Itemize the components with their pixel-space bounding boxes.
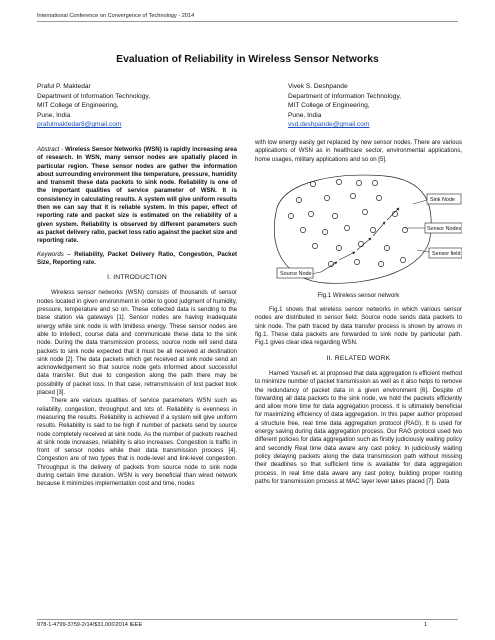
author-email-link[interactable]: prafulmaktedar8@gmail.com: [37, 121, 122, 129]
sink-node-label: Sink Node: [430, 196, 455, 203]
intro-paragraph-2: There are various qualities of service parameters WSN such as reliability, congestion, throughput and lots of. Reliability is evenness in measuring the results. Reliability is achieved if a system will give uniform results. Reliability is said to be high if number of packets send by source node completely received at sink node. As the number of packets reached at sink node increases, reliability is also increases. Congestion is traffic in front of sensor nodes while their data transmission process [4]. Congestion are of two types that is node-level and link-level congestion. Throughput is the delivery of packets from source node to sink node during certain time duration. WSN is very beneficial than wired network because it minimizes implementation cost and time, nodes: [37, 397, 237, 488]
wsn-diagram: [255, 168, 462, 288]
section-heading-related-work: II. RELATED WORK: [326, 354, 391, 362]
abstract-label: Abstract -: [37, 146, 64, 153]
sensor-node: [376, 195, 381, 200]
author-dept: Department of Information Technology,: [37, 92, 151, 100]
section-heading-introduction: I. INTRODUCTION: [107, 274, 167, 282]
author-name: Praful P. Maktedar: [37, 83, 91, 90]
sensor-node: [288, 213, 293, 218]
right-paragraph-1: with low energy easily get replaced by new sensor nodes. There are various applications of WSN as in healthcare sector, environmental applications, home usages, military applications and so on [5].: [255, 139, 462, 163]
sensor-node: [308, 211, 313, 216]
author-city: Pune, India: [37, 111, 71, 119]
related-paragraph-1: Hamed Yousefi et. al proposed that data aggregation is efficient method to minimize number of packet transmission as well as it also helps to remove the redundancy of packet data in a given environment [6]. Despite of forwarding all data packets to the sink node, we hold the packets efficiently and allow more time for data aggregation process. It is ultimately beneficial for maximizing efficiency of data aggregation. In this paper author proposed a structure free, real time data aggregation protocol (RAG). It is used for energy saving during data aggregation process. Our RAG protocol used two different policies for data aggregation such as firstly judiciously waiting policy and secondly Real time data aware any cast policy. In judiciously waiting policy delaying packets along the data transmission path without missing their deadlines so that sufficient time is available for data aggregation process. In real time data aware any cast policy, building proper routing paths for transmission process at MAC layer level takes placed [7]. Data: [255, 369, 462, 485]
sensor-nodes: [288, 179, 407, 266]
sensor-node: [358, 241, 363, 246]
sensor-node: [324, 195, 329, 200]
author-inst: MIT College of Engineering,: [37, 102, 119, 110]
abstract: [37, 146, 237, 246]
conference-header: International Conference on Convergence of Technology - 2014: [37, 13, 195, 19]
right-column: [255, 139, 462, 486]
footer-isbn: 978-1-4799-3759-2/14/$31.00©2014 IEEE: [37, 622, 143, 628]
author-city: Pune, India: [288, 111, 322, 119]
sensor-node: [350, 193, 355, 198]
keywords: [37, 251, 237, 268]
author-inst: MIT College of Engineering,: [288, 102, 370, 110]
sensor-node: [336, 245, 341, 250]
sensor-node: [372, 180, 377, 185]
left-column: [37, 146, 237, 489]
sensor-node: [312, 243, 317, 248]
figure-caption: Fig.1 Wireless sensor network: [317, 291, 400, 299]
intro-paragraph-1: Wireless sensor networks (WSN) consists of thousands of sensor nodes located in given environment in order to good judgment of humidity, pressure, temperature and so on. These collected data is sending to the base station via gateways [1]. Sensor nodes are having inadequate energy while sink node is with limitless energy. These sensor nodes are able to intellect, course data and communicate these data to the sink node. During the data transmission process, source node will send data packets to sink node expected that it must be all received at destination sink node [2]. The data packets which get received at sink node send an acknowledgement so that source node gets informed about successful data transfer. But due to congestion along the path there may be possibility of packet loss. In that case, retransmission of lost packet took placed [3].: [37, 289, 237, 397]
footer-rule: [37, 619, 458, 620]
sensor-field-label: Sensor field: [432, 250, 461, 257]
sensor-node: [354, 259, 359, 264]
page-number: 1: [424, 622, 428, 628]
wsn-figure: [255, 168, 462, 288]
author-block-1: [37, 82, 150, 130]
header-rule: [37, 21, 458, 22]
author-block-2: [288, 82, 401, 130]
author-name: Vivek S. Deshpande: [288, 83, 348, 90]
sensor-node: [336, 179, 341, 184]
source-node-label: Source Node: [280, 270, 312, 277]
sensor-node: [362, 209, 367, 214]
keywords-label: Keywords –: [37, 250, 71, 258]
sensor-node: [310, 181, 315, 186]
sensor-node: [370, 227, 375, 232]
keywords-text: Reliability, Packet Delivery Ratio, Congestion, Packet Size, Reporting rate.: [37, 250, 237, 266]
sensor-node: [400, 257, 405, 262]
sensor-node: [384, 245, 389, 250]
sensor-node: [356, 180, 361, 185]
sensor-node: [332, 213, 337, 218]
author-email-link[interactable]: vsd.deshpande@gmail.com: [288, 121, 370, 129]
sensor-node: [344, 225, 349, 230]
figure-labels: [277, 194, 462, 278]
sensor-node: [300, 227, 305, 232]
sensor-node: [322, 229, 327, 234]
author-dept: Department of Information Technology,: [288, 92, 402, 100]
paper-title: Evaluation of Reliability in Wireless Sensor Networks: [116, 54, 379, 65]
right-paragraph-2: Fig.1 shows that wireless sensor networks in which various sensor nodes are distributed in sensor field. Source node sends data packets to sink node. The path traced by data transfer process is shown by arrows in fig.1. These data packets are forwarded to sink node by particular path. Fig.1 gives clear idea regarding WSN.: [255, 306, 462, 347]
sensor-node: [296, 197, 301, 202]
sensor-nodes-label: Sensor Nodes: [427, 225, 462, 232]
sensor-node: [378, 261, 383, 266]
abstract-text: Wireless Sensor Networks (WSN) is rapidly increasing area of research. In WSN, many sensor nodes are spatially placed in particular region. These sensor nodes are gather the information about surrounding environment like temperature, pressure, humidity and transmit these data packets to sink node. Reliability is one of the important qualities of service parameter of WSN. It is consistency in calculating results. A system will give uniform results then we can say that it is reliable system. In this paper, effect of reporting rate and packet size is estimated on the reliability of a given system. Reliability is observed by different parameters such as packet delivery ratio, packet loss ratio against the packet size and reporting rate.: [37, 146, 237, 245]
